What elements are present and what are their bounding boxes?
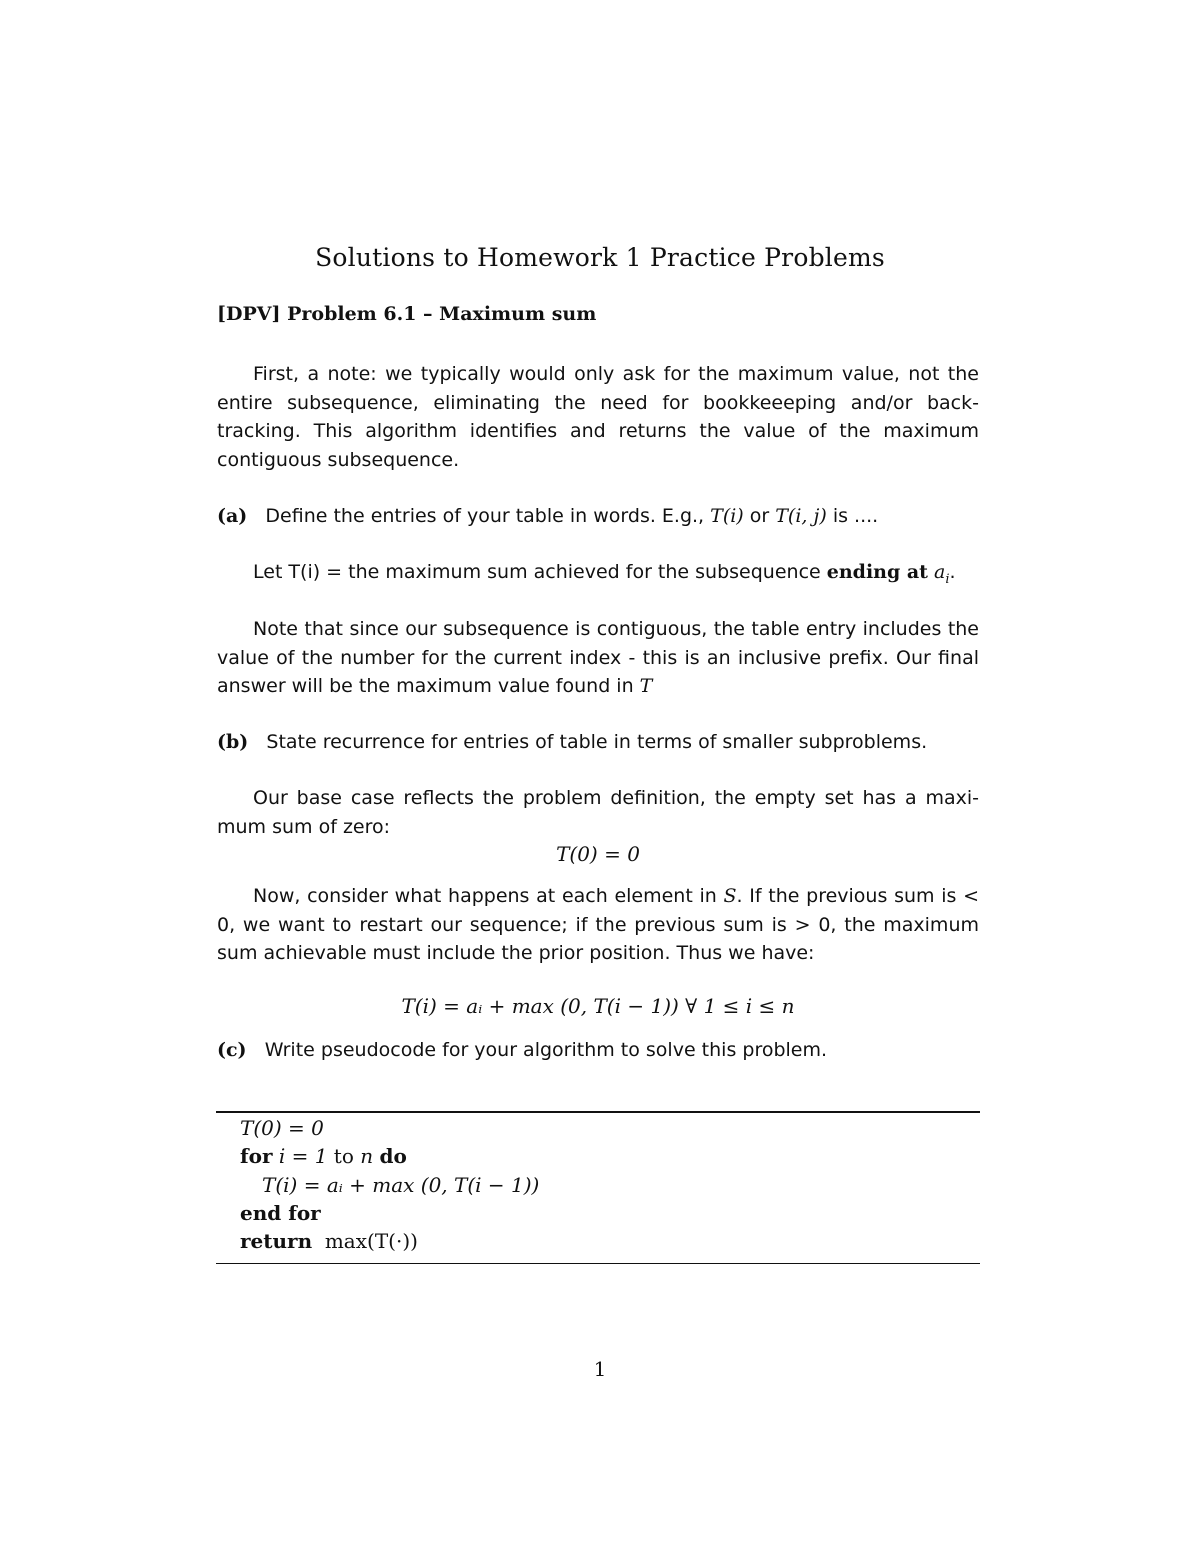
pseudocode-for-keyword: for bbox=[240, 1144, 273, 1168]
part-a-answer-text: Let T(i) = the maximum sum achieved for the subsequence bbox=[253, 561, 827, 583]
pseudocode-line-5 bbox=[240, 1229, 418, 1253]
part-a-suffix: is .... bbox=[826, 505, 879, 527]
pseudocode-do-keyword: do bbox=[379, 1144, 407, 1168]
page-title: Solutions to Homework 1 Practice Problems bbox=[315, 243, 885, 272]
part-b-prompt-text: State recurrence for entries of table in terms of smaller subproblems. bbox=[266, 731, 928, 753]
part-b-consider bbox=[217, 882, 979, 968]
part-a-label: (a) bbox=[217, 505, 248, 527]
pseudocode-line-4: end for bbox=[240, 1201, 321, 1225]
pseudocode-loop-init: i = 1 bbox=[278, 1144, 328, 1168]
part-b-consider-text-1: Now, consider what happens at each element in bbox=[253, 885, 724, 907]
intro-paragraph: First, a note: we typically would only ask for the maximum value, not the entire subsequence, eliminating the need for bookkeeeping and/or back-tracking. This algorithm identifies and returns the value of the maximum contiguous subsequence. bbox=[217, 363, 979, 471]
part-b-prompt bbox=[217, 728, 979, 757]
pseudocode-line-2 bbox=[240, 1144, 407, 1168]
part-b-base-case-text: Our base case reflects the problem definition, the empty set has a maxi-mum sum of zero: bbox=[217, 787, 979, 838]
part-a-answer-math: a bbox=[934, 561, 946, 583]
pseudocode-to: to bbox=[333, 1144, 354, 1168]
pseudocode-return-keyword: return bbox=[240, 1229, 313, 1253]
pseudocode-line-1: T(0) = 0 bbox=[240, 1116, 324, 1140]
algorithm-bottom-rule bbox=[216, 1263, 980, 1264]
part-a-answer bbox=[217, 558, 979, 594]
page-number: 1 bbox=[593, 1357, 607, 1381]
part-b-consider-text-2: . If the previous sum is < 0, we want to restart our sequence; if the previous sum is > 0, the maximum sum achievable must include the prior position. Thus we have: bbox=[217, 885, 980, 964]
base-case-equation: T(0) = 0 bbox=[556, 842, 640, 866]
part-a-answer-end: . bbox=[949, 561, 956, 583]
part-a-answer-sub: i bbox=[945, 571, 950, 587]
part-a-math-2: T(i, j) bbox=[775, 505, 827, 527]
part-a-note-math: T bbox=[639, 675, 653, 697]
part-b-label: (b) bbox=[217, 731, 249, 753]
part-c-prompt-text: Write pseudocode for your algorithm to solve this problem. bbox=[264, 1039, 828, 1061]
part-a-answer-bold: ending at bbox=[826, 561, 928, 583]
part-b-consider-math: S bbox=[723, 885, 737, 907]
recurrence-equation: T(i) = aᵢ + max (0, T(i − 1)) ∀ 1 ≤ i ≤ n bbox=[401, 994, 795, 1018]
part-a-prompt-text: Define the entries of your table in words. E.g., bbox=[265, 505, 711, 527]
part-c-label: (c) bbox=[217, 1039, 247, 1061]
pseudocode-n: n bbox=[360, 1144, 374, 1168]
pseudocode-return-expr: max(T(·)) bbox=[324, 1229, 418, 1253]
part-a-note bbox=[217, 615, 979, 701]
part-a-or: or bbox=[743, 505, 776, 527]
part-a-math-1: T(i) bbox=[710, 505, 744, 527]
part-c-prompt bbox=[217, 1036, 979, 1065]
problem-heading: [DPV] Problem 6.1 – Maximum sum bbox=[217, 303, 597, 325]
pseudocode-line-3: T(i) = aᵢ + max (0, T(i − 1)) bbox=[262, 1173, 540, 1197]
part-a-prompt bbox=[217, 502, 979, 531]
part-a-note-text: Note that since our subsequence is contiguous, the table entry includes the value of the number for the current index - this is an inclusive prefix. Our final answer will be the maximum value found in bbox=[217, 618, 979, 697]
algorithm-top-rule bbox=[216, 1111, 980, 1113]
